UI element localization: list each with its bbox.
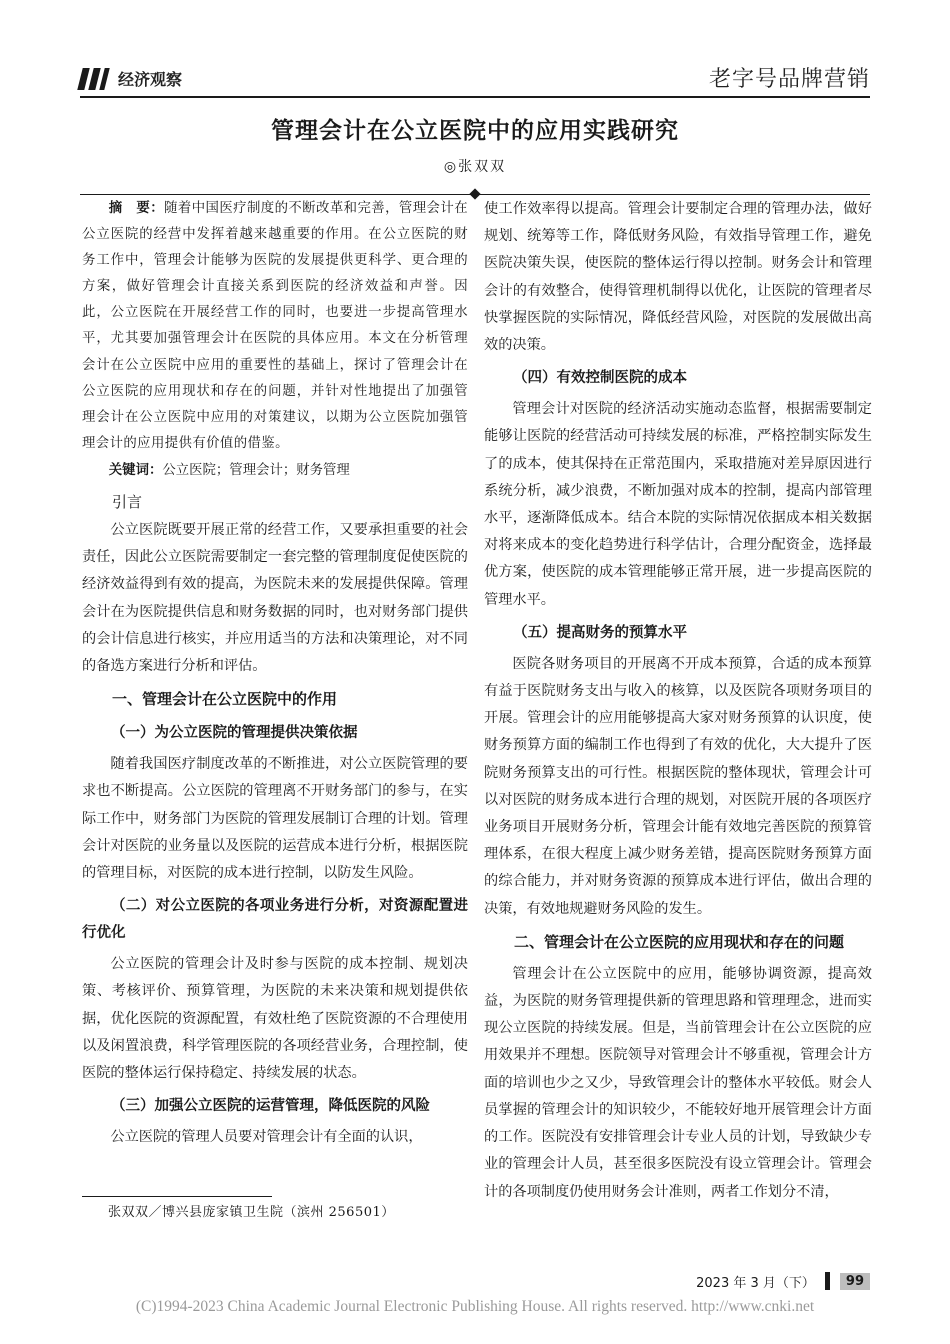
subsection-3-heading: （三）加强公立医院的运营管理，降低医院的风险: [111, 1098, 430, 1115]
section-2-paragraph: 管理会计在公立医院中的应用，能够协调资源，提高效益，为医院的财务管理提供新的管理思路和管理理念，进而实现公立医院的持续发展。但是，当前管理会计在公立医院的应用效果并不理想。医院领导对管理会计不够重视，管理会计方面的培训也少之又少，导致管理会计的整体水平较低。财会人员掌握的管理会计的知识较少，不能较好地开展管理会计方面的工作。医院没有安排管理会计专业人员的计划，导致缺少专业的管理会计人员，甚至很多医院没有设立管理会计。管理会计的各项制度仍使用财务会计准则，两者工作划分不清，: [484, 965, 872, 1200]
subsection-2-heading: （二）对公立医院的各项业务进行分析，对资源配置进行优化: [82, 898, 468, 942]
abstract-label: 摘 要：: [108, 201, 165, 216]
copyright-watermark: (C)1994-2023 China Academic Journal Electronic Publishing House. All rights reserved. http://www.cnki.net: [135, 1298, 815, 1315]
page-footer: [696, 1270, 870, 1292]
issue-date: 2023 年 3 月（下）: [696, 1275, 815, 1291]
subsection-5-heading: （五）提高财务的预算水平: [513, 624, 687, 641]
diamond-icon: [469, 188, 480, 199]
abstract-text: 随着中国医疗制度的不断改革和完善，管理会计在公立医院的经营中发挥着越来越重要的作用。在公立医院的财务工作中，管理会计能够为医院的发展提供更科学、更合理的方案，做好管理会计直接关系到医院的经济效益和声誉。因此，公立医院在开展经营工作的同时，也要进一步提高管理水平，尤其要加强管理会计在医院的具体应用。本文在分析管理会计在公立医院中应用的重要性的基础上，探讨了管理会计在公立医院的应用现状和存在的问题，并针对性地提出了加强管理会计在公立医院中应用的对策建议，以期为公立医院加强管理会计的应用提供有价值的借鉴。: [82, 201, 468, 451]
subsection-3-paragraph: 公立医院的管理人员要对管理会计有全面的认识，: [110, 1129, 423, 1146]
subsection-1-heading: （一）为公立医院的管理提供决策依据: [111, 725, 358, 742]
keywords-label: 关键词：: [108, 462, 163, 478]
column-name: 老字号品牌营销: [708, 67, 870, 92]
continued-paragraph: 使工作效率得以提高。管理会计要制定合理的管理办法，做好规划、统筹等工作，降低财务风险，有效指导管理工作，避免医院决策失误，使医院的整体运行得以控制。财务会计和管理会计的有效整合，使得管理机制得以优化，让医院的管理者尽快掌握医院的实际情况，降低经营风险，对医院的发展做出高效的决策。: [484, 201, 872, 354]
right-column: [484, 196, 872, 1206]
article-title: 管理会计在公立医院中的应用实践研究: [271, 118, 679, 144]
intro-heading: 引言: [112, 492, 143, 511]
footnote-text: 张双双／博兴县庞家镇卫生院（滨州 256501）: [108, 1205, 395, 1220]
intro-paragraph: 公立医院既要开展正常的经营工作，又要承担重要的社会责任，因此公立医院需要制定一套完整的管理制度促使医院的经济效益得到有效的提高，为医院未来的发展提供保障。管理会计在为医院提供信息和财务数据的同时，也对财务部门提供的会计信息进行核实，并应用适当的方法和决策理论，对不同的备选方案进行分析和评估。: [82, 521, 468, 674]
article-author: ◎张双双: [443, 159, 507, 175]
left-column: [82, 196, 468, 1151]
subsection-4-heading: （四）有效控制医院的成本: [513, 370, 687, 387]
footer-bar: [825, 1272, 830, 1290]
subsection-1-paragraph: 随着我国医疗制度改革的不断推进，对公立医院管理的要求也不断提高。公立医院的管理离不开财务部门的参与，在实际工作中，财务部门为医院的管理发展制订合理的计划。管理会计对医院的业务量以及医院的运营成本进行分析，根据医院的管理目标，对医院的成本进行控制，以防发生风险。: [82, 756, 468, 881]
author-footnote: [82, 1196, 468, 1220]
section-2-heading: 二、管理会计在公立医院的应用现状和存在的问题: [514, 932, 845, 951]
keywords: [82, 457, 468, 485]
journal-logo-icon: [80, 68, 120, 90]
footnote-rule: [82, 1196, 272, 1197]
section-name: 经济观察: [118, 70, 183, 89]
section-1-heading: 一、管理会计在公立医院中的作用: [112, 690, 338, 709]
subsection-2-paragraph: 公立医院的管理会计及时参与医院的成本控制、规划决策、考核评价、预算管理，为医院的未来决策和规划提供依据，优化医院的资源配置，有效杜绝了医院资源的不合理使用以及闲置浪费，科学管理医院的各项经营业务，合理控制，使医院的整体运行保持稳定、持续发展的状态。: [82, 956, 468, 1081]
page-header: [80, 62, 870, 96]
page-number: 99: [840, 1273, 870, 1290]
abstract: [82, 196, 468, 457]
subsection-4-paragraph: 管理会计对医院的经济活动实施动态监督，根据需要制定能够让医院的经营活动可持续发展的标准，严格控制实际发生了的成本，使其保持在正常范围内，采取措施对差异原因进行系统分析，减少浪费，不断加强对成本的控制，提高内部管理水平，逐渐降低成本。结合本院的实际情况依据成本相关数据对将来成本的变化趋势进行科学估计，合理分配资金，选择最优方案，使医院的成本管理能够正常开展，进一步提高医院的管理水平。: [484, 401, 872, 608]
subsection-5-paragraph: 医院各财务项目的开展离不开成本预算，合适的成本预算有益于医院财务支出与收入的核算，以及医院各项财务项目的开展。管理会计的应用能够提高大家对财务预算的认识度，使财务预算方面的编制工作也得到了有效的优化，大大提升了医院财务预算支出的可行性。根据医院的整体现状，管理会计可以对医院的财务成本进行合理的规划，对医院开展的各项医疗业务项目开展财务分析，管理会计能有效地完善医院的预算管理体系，在很大程度上减少财务差错，提高医院财务预算方面的综合能力，并对财务资源的预算成本进行评估，做出合理的决策，有效地规避财务风险的发生。: [484, 655, 872, 917]
keywords-text: 公立医院；管理会计；财务管理: [162, 462, 350, 478]
header-rule: [80, 96, 870, 98]
